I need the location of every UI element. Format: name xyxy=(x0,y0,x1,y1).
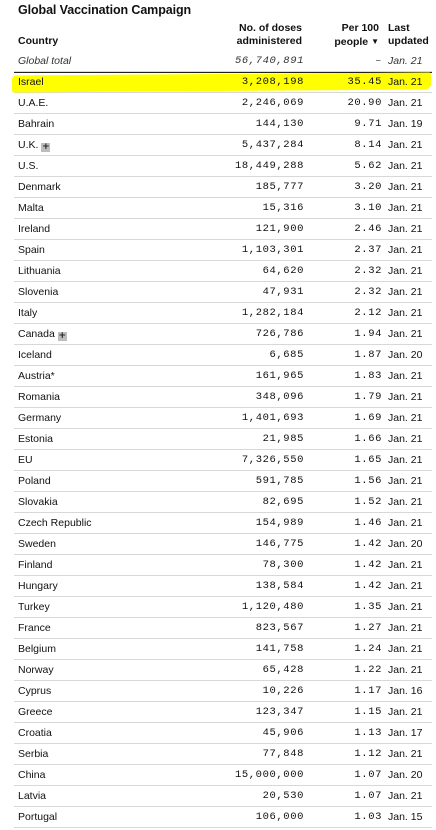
updated-cell: Jan. 21 xyxy=(388,202,423,214)
country-cell xyxy=(18,538,56,550)
table-row xyxy=(14,303,432,324)
country-cell xyxy=(18,76,44,88)
table-row xyxy=(14,513,432,534)
per100-cell: 1.83 xyxy=(354,370,382,382)
updated-cell: Jan. 21 xyxy=(388,223,423,235)
table-row xyxy=(14,744,432,765)
doses-cell: 21,985 xyxy=(262,433,304,445)
doses-cell: 106,000 xyxy=(255,811,304,823)
country-name: U.A.E. xyxy=(18,97,49,109)
doses-cell: 1,282,184 xyxy=(241,307,304,319)
country-cell xyxy=(18,664,54,676)
table-row xyxy=(14,429,432,450)
per100-cell: 1.46 xyxy=(354,517,382,529)
per100-cell: 1.07 xyxy=(354,790,382,802)
column-header-doses[interactable] xyxy=(192,22,302,48)
doses-cell: 15,316 xyxy=(262,202,304,214)
per100-cell: 1.56 xyxy=(354,475,382,487)
updated-cell: Jan. 21 xyxy=(388,97,423,109)
per100-cell: 35.45 xyxy=(347,76,382,88)
updated-cell: Jan. 21 xyxy=(388,55,423,67)
column-header-updated[interactable] xyxy=(388,22,436,48)
country-name: Belgium xyxy=(18,643,56,655)
table-row xyxy=(14,324,432,345)
table-row xyxy=(14,135,432,156)
table-row xyxy=(14,408,432,429)
per100-cell: 2.46 xyxy=(354,223,382,235)
column-header-doses-line1: No. of doses xyxy=(238,22,302,34)
country-name: EU xyxy=(18,454,33,466)
doses-cell: 2,246,069 xyxy=(241,97,304,109)
per100-cell: 1.22 xyxy=(354,664,382,676)
country-name: Norway xyxy=(18,664,54,676)
doses-cell: 18,449,288 xyxy=(234,160,304,172)
country-name: Czech Republic xyxy=(18,517,92,529)
updated-cell: Jan. 21 xyxy=(388,181,423,193)
doses-cell: 10,226 xyxy=(262,685,304,697)
updated-cell: Jan. 21 xyxy=(388,244,423,256)
country-name: Global total xyxy=(18,55,72,67)
doses-cell: 141,758 xyxy=(255,643,304,655)
country-name: Hungary xyxy=(18,580,58,592)
table-row xyxy=(14,156,432,177)
doses-cell: 154,989 xyxy=(255,517,304,529)
table-row xyxy=(14,114,432,135)
updated-cell: Jan. 21 xyxy=(388,706,423,718)
per100-cell: 1.17 xyxy=(354,685,382,697)
column-header-country[interactable]: Country xyxy=(18,35,59,47)
table-row xyxy=(14,366,432,387)
per100-cell: – xyxy=(375,55,382,67)
per100-cell: 1.07 xyxy=(354,769,382,781)
country-cell xyxy=(18,769,45,781)
table-row xyxy=(14,807,432,828)
updated-cell: Jan. 21 xyxy=(388,328,423,340)
updated-cell: Jan. 21 xyxy=(388,559,423,571)
country-cell xyxy=(18,391,60,403)
doses-cell: 7,326,550 xyxy=(241,454,304,466)
doses-cell: 1,103,301 xyxy=(241,244,304,256)
updated-cell: Jan. 21 xyxy=(388,643,423,655)
doses-cell: 3,208,198 xyxy=(241,76,304,88)
country-name: Canada xyxy=(18,328,55,340)
table-row xyxy=(14,198,432,219)
country-name: Austria* xyxy=(18,370,55,382)
country-cell xyxy=(18,496,58,508)
global-total-row xyxy=(14,51,432,72)
country-cell xyxy=(18,223,50,235)
table-row xyxy=(14,618,432,639)
updated-cell: Jan. 15 xyxy=(388,811,423,823)
table-header xyxy=(0,22,436,52)
country-cell xyxy=(18,307,37,319)
country-name: Ireland xyxy=(18,223,51,235)
updated-cell: Jan. 21 xyxy=(388,517,423,529)
country-name: Bahrain xyxy=(18,118,55,130)
doses-cell: 78,300 xyxy=(262,559,304,571)
country-name: Poland xyxy=(18,475,51,487)
table-row xyxy=(14,597,432,618)
updated-cell: Jan. 21 xyxy=(388,265,423,277)
country-cell xyxy=(18,433,53,445)
updated-cell: Jan. 17 xyxy=(388,727,423,739)
per100-cell: 1.13 xyxy=(354,727,382,739)
per100-cell: 5.62 xyxy=(354,160,382,172)
per100-cell: 2.12 xyxy=(354,307,382,319)
table-row xyxy=(14,723,432,744)
table-row xyxy=(14,93,432,114)
expand-plus-icon[interactable]: + xyxy=(42,142,50,152)
doses-cell: 823,567 xyxy=(255,622,304,634)
doses-cell: 591,785 xyxy=(255,475,304,487)
updated-cell: Jan. 21 xyxy=(388,286,423,298)
country-name: Germany xyxy=(18,412,62,424)
country-name: Cyprus xyxy=(18,685,52,697)
updated-cell: Jan. 19 xyxy=(388,118,423,130)
country-cell xyxy=(18,160,38,172)
expand-plus-icon[interactable]: + xyxy=(58,331,67,341)
country-name: Greece xyxy=(18,706,53,718)
per100-cell: 20.90 xyxy=(347,97,382,109)
table-row xyxy=(14,555,432,576)
doses-cell: 56,740,891 xyxy=(234,55,304,67)
country-cell xyxy=(18,202,44,214)
country-cell xyxy=(18,811,57,823)
country-name: Slovenia xyxy=(18,286,59,298)
country-name: Lithuania xyxy=(18,265,61,277)
country-name: Turkey xyxy=(18,601,50,613)
updated-cell: Jan. 20 xyxy=(388,769,423,781)
country-cell xyxy=(18,727,52,739)
column-header-per100-line1: Per 100 xyxy=(341,22,379,34)
updated-cell: Jan. 20 xyxy=(388,349,423,361)
updated-cell: Jan. 21 xyxy=(388,433,423,445)
per100-cell: 9.71 xyxy=(354,118,382,130)
country-name: Finland xyxy=(18,559,53,571)
table-row xyxy=(14,471,432,492)
table-row xyxy=(14,450,432,471)
per100-cell: 1.69 xyxy=(354,412,382,424)
country-name: Israel xyxy=(18,76,44,88)
updated-cell: Jan. 21 xyxy=(388,76,423,88)
country-cell xyxy=(18,580,58,592)
column-header-per100[interactable] xyxy=(330,22,379,49)
per100-cell: 1.42 xyxy=(354,538,382,550)
table-row xyxy=(14,387,432,408)
doses-cell: 146,775 xyxy=(255,538,304,550)
doses-cell: 185,777 xyxy=(255,181,304,193)
country-cell xyxy=(18,97,48,109)
country-cell xyxy=(18,328,67,341)
per100-cell: 1.24 xyxy=(354,643,382,655)
country-name: Denmark xyxy=(18,181,61,193)
country-name: Latvia xyxy=(18,790,47,802)
updated-cell: Jan. 16 xyxy=(388,685,423,697)
updated-cell: Jan. 21 xyxy=(388,475,423,487)
table-row xyxy=(14,681,432,702)
per100-cell: 1.35 xyxy=(354,601,382,613)
per100-cell: 3.10 xyxy=(354,202,382,214)
country-name: Serbia xyxy=(18,748,49,760)
table-row xyxy=(14,492,432,513)
country-cell xyxy=(18,370,55,382)
country-name: Estonia xyxy=(18,433,54,445)
country-cell xyxy=(18,475,51,487)
doses-cell: 6,685 xyxy=(269,349,304,361)
doses-cell: 65,428 xyxy=(262,664,304,676)
table-title: Global Vaccination Campaign xyxy=(18,3,192,17)
table-row xyxy=(14,261,432,282)
doses-cell: 138,584 xyxy=(255,580,304,592)
table-row xyxy=(14,639,432,660)
table-row xyxy=(14,660,432,681)
updated-cell: Jan. 21 xyxy=(388,370,423,382)
country-name: U.S. xyxy=(18,160,39,172)
country-cell xyxy=(18,265,61,277)
country-name: Sweden xyxy=(18,538,56,550)
updated-cell: Jan. 21 xyxy=(388,748,423,760)
country-cell xyxy=(18,139,50,152)
column-header-per100-line2: people xyxy=(334,36,369,48)
updated-cell: Jan. 21 xyxy=(388,412,423,424)
table-row xyxy=(14,72,432,93)
per100-cell: 1.87 xyxy=(354,349,382,361)
updated-cell: Jan. 21 xyxy=(388,139,423,151)
updated-cell: Jan. 21 xyxy=(388,496,423,508)
country-cell xyxy=(18,622,51,634)
per100-cell: 1.66 xyxy=(354,433,382,445)
updated-cell: Jan. 21 xyxy=(388,391,423,403)
doses-cell: 5,437,284 xyxy=(241,139,304,151)
updated-cell: Jan. 21 xyxy=(388,664,423,676)
column-header-updated-line2: updated xyxy=(388,35,429,47)
table-row xyxy=(14,702,432,723)
per100-cell: 1.27 xyxy=(354,622,382,634)
country-name: Italy xyxy=(18,307,38,319)
doses-cell: 82,695 xyxy=(262,496,304,508)
country-name: Croatia xyxy=(18,727,52,739)
country-name: Portugal xyxy=(18,811,58,823)
updated-cell: Jan. 21 xyxy=(388,790,423,802)
updated-cell: Jan. 21 xyxy=(388,622,423,634)
updated-cell: Jan. 21 xyxy=(388,580,423,592)
country-cell xyxy=(18,790,46,802)
country-cell xyxy=(18,559,52,571)
country-cell xyxy=(18,517,92,529)
country-cell xyxy=(18,706,52,718)
updated-cell: Jan. 21 xyxy=(388,601,423,613)
column-header-updated-line1: Last xyxy=(388,22,410,34)
per100-cell: 2.32 xyxy=(354,265,382,277)
doses-cell: 348,096 xyxy=(255,391,304,403)
per100-cell: 1.79 xyxy=(354,391,382,403)
doses-cell: 726,786 xyxy=(255,328,304,340)
country-cell xyxy=(18,454,33,466)
doses-cell: 64,620 xyxy=(262,265,304,277)
per100-cell: 1.03 xyxy=(354,811,382,823)
country-cell xyxy=(18,181,61,193)
updated-cell: Jan. 21 xyxy=(388,307,423,319)
per100-cell: 1.12 xyxy=(354,748,382,760)
table-row xyxy=(14,219,432,240)
per100-cell: 8.14 xyxy=(354,139,382,151)
per100-cell: 1.42 xyxy=(354,559,382,571)
doses-cell: 15,000,000 xyxy=(234,769,304,781)
country-cell xyxy=(18,643,56,655)
table-row xyxy=(14,345,432,366)
doses-cell: 161,965 xyxy=(255,370,304,382)
country-name: China xyxy=(18,769,46,781)
per100-cell: 1.94 xyxy=(354,328,382,340)
table-row xyxy=(14,786,432,807)
per100-cell: 1.52 xyxy=(354,496,382,508)
table-row xyxy=(14,765,432,786)
per100-cell: 2.32 xyxy=(354,286,382,298)
country-cell xyxy=(18,286,58,298)
country-cell xyxy=(18,601,50,613)
country-name: Iceland xyxy=(18,349,52,361)
per100-cell: 1.65 xyxy=(354,454,382,466)
doses-cell: 123,347 xyxy=(255,706,304,718)
per100-cell: 3.20 xyxy=(354,181,382,193)
doses-cell: 47,931 xyxy=(262,286,304,298)
doses-cell: 20,530 xyxy=(262,790,304,802)
table-row xyxy=(14,534,432,555)
doses-cell: 1,120,480 xyxy=(241,601,304,613)
table-row xyxy=(14,576,432,597)
column-header-doses-line2: administered xyxy=(236,35,302,47)
table-row xyxy=(14,177,432,198)
updated-cell: Jan. 20 xyxy=(388,538,423,550)
country-cell xyxy=(18,412,61,424)
per100-cell: 1.15 xyxy=(354,706,382,718)
country-name: Malta xyxy=(18,202,44,214)
doses-cell: 77,848 xyxy=(262,748,304,760)
country-name: U.K. xyxy=(18,139,39,151)
country-name: France xyxy=(18,622,51,634)
per100-cell: 1.42 xyxy=(354,580,382,592)
country-cell xyxy=(18,244,45,256)
table-row xyxy=(14,240,432,261)
doses-cell: 121,900 xyxy=(255,223,304,235)
doses-cell: 45,906 xyxy=(262,727,304,739)
updated-cell: Jan. 21 xyxy=(388,454,423,466)
country-cell xyxy=(18,349,52,361)
table-row xyxy=(14,282,432,303)
per100-cell: 2.37 xyxy=(354,244,382,256)
country-name: Slovakia xyxy=(18,496,58,508)
country-cell xyxy=(18,55,71,67)
country-name: Spain xyxy=(18,244,45,256)
country-name: Romania xyxy=(18,391,61,403)
table-body xyxy=(14,51,432,828)
doses-cell: 1,401,693 xyxy=(241,412,304,424)
doses-cell: 144,130 xyxy=(255,118,304,130)
updated-cell: Jan. 21 xyxy=(388,160,423,172)
country-cell xyxy=(18,118,54,130)
country-cell xyxy=(18,748,48,760)
country-cell xyxy=(18,685,51,697)
sort-descending-icon[interactable]: ▼ xyxy=(371,37,379,46)
